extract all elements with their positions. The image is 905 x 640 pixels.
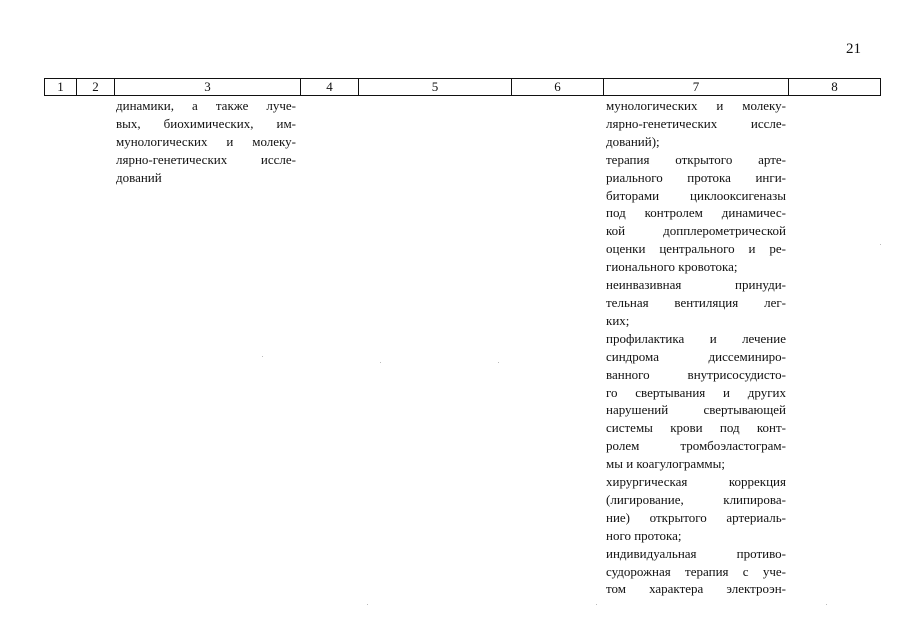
header-cell-2: 2 <box>77 79 115 95</box>
text-line: го свертывания и других <box>606 384 786 400</box>
text-line: мунологических и молеку- <box>116 133 296 149</box>
scan-speck <box>596 604 597 605</box>
text-line: синдрома диссеминиро- <box>606 348 786 364</box>
text-line: гионального кровотока; <box>606 259 738 275</box>
header-cell-5: 5 <box>359 79 512 95</box>
header-cell-8: 8 <box>831 79 838 94</box>
text-line: тельная вентиляция лег- <box>606 294 786 310</box>
text-line: системы крови под конт- <box>606 420 786 436</box>
text-line: ного протока; <box>606 527 682 543</box>
header-cell-7: 7 <box>604 79 789 95</box>
scan-speck <box>367 604 368 605</box>
text-line: нарушений свертывающей <box>606 402 786 418</box>
text-line: биторами циклооксигеназы <box>606 187 786 203</box>
text-line: хирургическая коррекция <box>606 474 786 490</box>
scan-speck <box>262 356 263 357</box>
scan-speck <box>826 604 827 605</box>
text-line: кой допплерометрической <box>606 223 786 239</box>
text-line: дований <box>116 169 162 185</box>
text-line: динамики, а также луче- <box>116 98 296 113</box>
header-cell-1: 1 <box>45 79 77 95</box>
text-line: лярно-генетических иссле- <box>116 151 296 167</box>
text-line: ванного внутрисосудисто- <box>606 366 786 382</box>
column-7-text <box>606 97 786 598</box>
text-line: ние) открытого артериаль- <box>606 509 786 525</box>
page-number: 21 <box>846 41 861 57</box>
document-table <box>44 78 881 618</box>
text-line: терапия открытого арте- <box>606 151 786 167</box>
header-cell-4: 4 <box>301 79 359 95</box>
text-line: мунологических и молеку- <box>606 98 786 113</box>
text-line: вых, биохимических, им- <box>116 115 296 131</box>
text-line: лярно-генетических иссле- <box>606 115 786 131</box>
header-cell-6: 6 <box>512 79 604 95</box>
text-line: ких; <box>606 312 630 328</box>
text-line: оценки центрального и ре- <box>606 241 786 257</box>
text-line: мы и коагулограммы; <box>606 456 725 472</box>
text-line: судорожная терапия с уче- <box>606 563 786 579</box>
text-line: индивидуальная противо- <box>606 545 786 561</box>
text-line: дований); <box>606 133 660 149</box>
column-3-text <box>116 97 296 187</box>
text-line: ролем тромбоэластограм- <box>606 438 786 454</box>
table-header-row <box>44 78 881 96</box>
scan-speck <box>880 244 881 245</box>
scan-speck <box>380 362 381 363</box>
text-line: под контролем динамичес- <box>606 205 786 221</box>
scan-speck <box>498 362 499 363</box>
text-line: профилактика и лечение <box>606 330 786 346</box>
text-line: (лигирование, клипирова- <box>606 491 786 507</box>
text-line: том характера электроэн- <box>606 581 786 597</box>
text-line: неинвазивная принуди- <box>606 277 786 293</box>
header-cell-3: 3 <box>115 79 301 95</box>
text-line: риального протока инги- <box>606 169 786 185</box>
